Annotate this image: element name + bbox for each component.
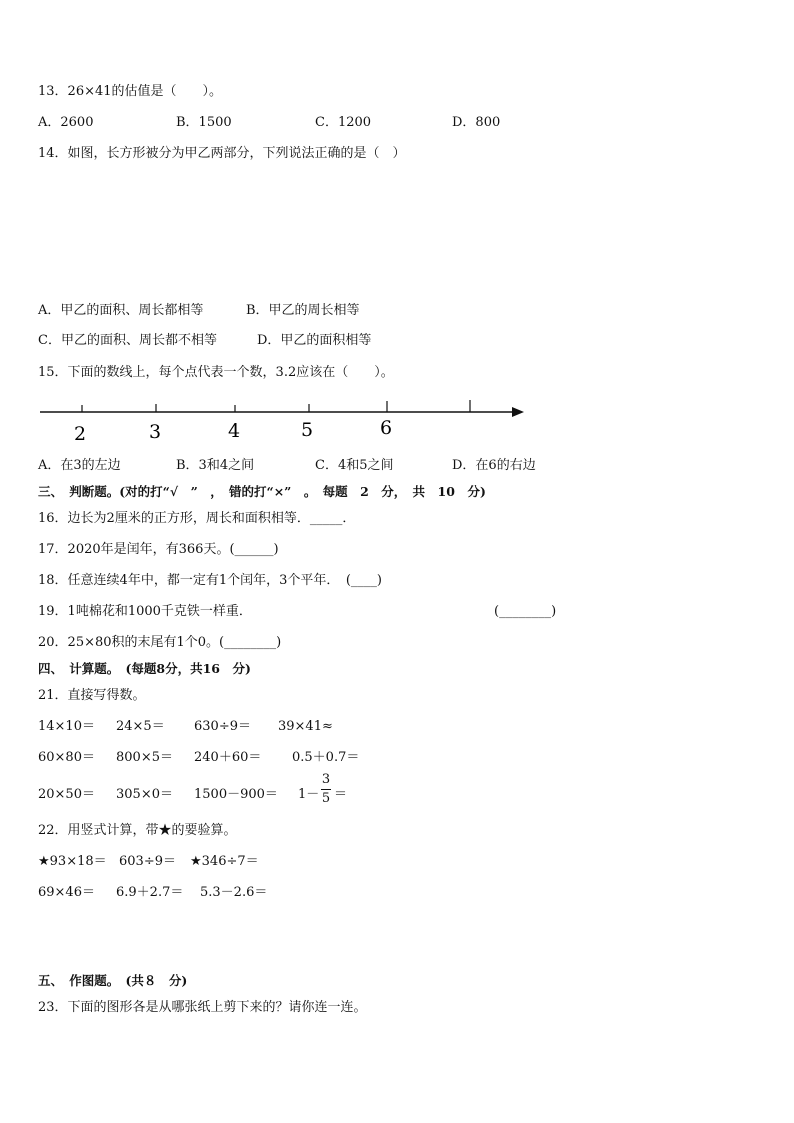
q15-option-b: B．3和4之间	[176, 458, 255, 473]
q13-option-a: A．2600	[38, 115, 94, 130]
q21-item: 1500－900＝	[194, 787, 278, 802]
fraction-denominator: 5	[321, 791, 331, 806]
question-15-stem: 15．下面的数线上，每个点代表一个数，3.2应该在（ ）。	[38, 365, 394, 380]
q21-item: 630÷9＝	[194, 719, 251, 734]
fraction-bar	[321, 789, 331, 790]
q22-item: ★346÷7＝	[190, 854, 259, 869]
q13-option-b: B．1500	[176, 115, 232, 130]
number-line-figure	[36, 396, 528, 444]
q21-item: 20×50＝	[38, 787, 95, 802]
question-14-stem: 14．如图，长方形被分为甲乙两部分，下列说法正确的是（ ）	[38, 146, 406, 161]
section-4-heading: 四、 计算题。 (每题8分，共16 分)	[38, 661, 251, 676]
q21-item: 60×80＝	[38, 750, 95, 765]
q15-option-d: D．在6的右边	[452, 458, 536, 473]
q21-item: 39×41≈	[278, 719, 333, 734]
fraction-numerator: 3	[321, 772, 331, 787]
q21-fraction	[321, 772, 331, 807]
q22-item: 69×46＝	[38, 885, 95, 900]
tick-label-6: 6	[379, 417, 393, 439]
question-23: 23．下面的图形各是从哪张纸上剪下来的？请你连一连。	[38, 1000, 367, 1015]
section-3-heading: 三、 判断题。(对的打“√ ” ， 错的打“×” 。 每题 2 分， 共 10 分)	[38, 484, 486, 499]
question-16: 16．边长为2厘米的正方形，周长和面积相等．_____．	[38, 511, 356, 526]
q21-item: 305×0＝	[116, 787, 173, 802]
question-18: 18．任意连续4年中，都一定有1个闰年，3个平年． (____)	[38, 573, 382, 588]
question-13-stem: 13．26×41的估值是（ ）。	[38, 84, 223, 99]
question-20: 20．25×80积的末尾有1个0。(________)	[38, 635, 282, 650]
q21-item: 0.5＋0.7＝	[292, 750, 360, 765]
q14-option-d: D．甲乙的面积相等	[257, 333, 372, 348]
q21-item: 14×10＝	[38, 719, 95, 734]
question-22-stem: 22．用竖式计算，带★的要验算。	[38, 823, 237, 838]
number-line-arrowhead	[512, 407, 524, 417]
q21-fraction-prefix: 1－	[298, 787, 320, 802]
tick-label-4: 4	[227, 420, 241, 442]
question-19-answer-blank: (________)	[494, 604, 557, 619]
section-5-heading: 五、 作图题。 (共８ 分)	[38, 973, 188, 988]
question-19-stem: 19．1吨棉花和1000千克铁一样重．	[38, 604, 252, 619]
q21-item: 240＋60＝	[194, 750, 262, 765]
q15-option-c: C．4和5之间	[315, 458, 394, 473]
q14-option-a: A．甲乙的面积、周长都相等	[38, 303, 204, 318]
q14-option-b: B．甲乙的周长相等	[246, 303, 360, 318]
question-17: 17．2020年是闰年，有366天。(______)	[38, 542, 279, 557]
q22-item: 5.3－2.6＝	[200, 885, 268, 900]
q21-item: 24×5＝	[116, 719, 165, 734]
q22-item: ★93×18＝	[38, 854, 107, 869]
tick-label-3: 3	[148, 421, 162, 443]
q14-option-c: C．甲乙的面积、周长都不相等	[38, 333, 217, 348]
q22-item: 6.9＋2.7＝	[116, 885, 184, 900]
q21-item: 800×5＝	[116, 750, 173, 765]
q13-option-d: D．800	[452, 115, 501, 130]
question-21-stem: 21．直接写得数。	[38, 688, 146, 703]
q21-fraction-suffix: ＝	[334, 787, 348, 802]
q15-option-a: A．在3的左边	[38, 458, 121, 473]
q13-option-c: C．1200	[315, 115, 372, 130]
tick-label-5: 5	[300, 419, 314, 441]
q22-item: 603÷9＝	[119, 854, 176, 869]
tick-label-2: 2	[73, 423, 87, 444]
